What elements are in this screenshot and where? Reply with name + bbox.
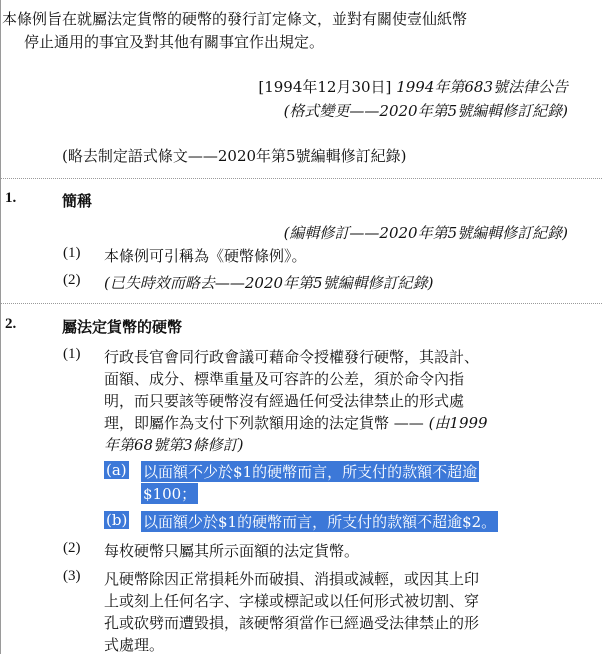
para-label: (1) <box>63 346 81 362</box>
commencement-date: [1994年12月30日] <box>258 78 392 96</box>
section-divider <box>0 303 602 304</box>
section-number: 2. <box>5 316 17 332</box>
para-text: 每枚硬幣只屬其所示面額的法定貨幣。 <box>104 542 360 560</box>
para-label: (2) <box>63 540 81 556</box>
amendment-note: (由1999 <box>428 414 488 432</box>
section-number: 1. <box>5 190 17 206</box>
amendment-note: 年第68號第3條修訂) <box>104 436 244 454</box>
subpara-label: (b) <box>106 511 128 529</box>
para-text-line <box>104 412 488 433</box>
citation-line <box>258 76 568 97</box>
para-text-line: 行政長官會同行政會議可藉命令授權發行硬幣，其設計、 <box>104 348 480 366</box>
long-title-line-1: 本條例旨在就屬法定貨幣的硬幣的發行訂定條文，並對有關使壹仙紙幣 <box>2 10 468 28</box>
para-text-line: 凡硬幣除因正常損耗外而破損、消損或減輕，或因其上印 <box>104 570 480 588</box>
format-change-note: (格式變更——2020年第5號編輯修訂紀錄) <box>283 102 568 120</box>
left-margin-line <box>0 0 1 654</box>
enacting-note: (略去制定語式條文——2020年第5號編輯修訂紀錄) <box>62 147 407 165</box>
subpara-label: (a) <box>106 461 127 479</box>
section-divider <box>0 178 602 179</box>
subpara-text-line: 以面額不少於$1的硬幣而言，所支付的款額不超逾 <box>143 463 478 481</box>
para-label: (2) <box>63 272 81 288</box>
para-text-fragment: 理，即屬作為支付下列款額用途的法定貨幣 —— <box>104 414 424 432</box>
subpara-text-line: $100； <box>143 485 197 503</box>
edit-note: (編輯修訂——2020年第5號編輯修訂紀錄) <box>283 224 568 242</box>
para-text-line: 孔或砍劈而遭毀損，該硬幣須當作已經過受法律禁止的形 <box>104 614 480 632</box>
long-title-line-2: 停止通用的事宜及對其他有關事宜作出規定。 <box>24 33 325 51</box>
para-text: (已失時效而略去——2020年第5號編輯修訂紀錄) <box>104 274 434 292</box>
section-heading: 簡稱 <box>62 192 93 210</box>
gazette-notice: 1994年第683號法律公告 <box>396 78 568 96</box>
para-text-line: 上或刻上任何名字、字樣或標記或以任何形式被切割、穿 <box>104 592 480 610</box>
para-text-line: 面額、成分、標準重量及可容許的公差，須於命令內指 <box>104 370 465 388</box>
subpara-text-line: 以面額少於$1的硬幣而言，所支付的款額不超逾$2。 <box>143 513 497 531</box>
para-text-line: 式處理。 <box>104 636 165 654</box>
section-heading: 屬法定貨幣的硬幣 <box>62 318 183 336</box>
para-text: 本條例可引稱為《硬幣條例》。 <box>104 247 307 265</box>
para-text-line: 明，而只要該等硬幣沒有經過任何受法律禁止的形式處 <box>104 392 465 410</box>
para-label: (1) <box>63 245 81 261</box>
para-label: (3) <box>63 568 81 584</box>
